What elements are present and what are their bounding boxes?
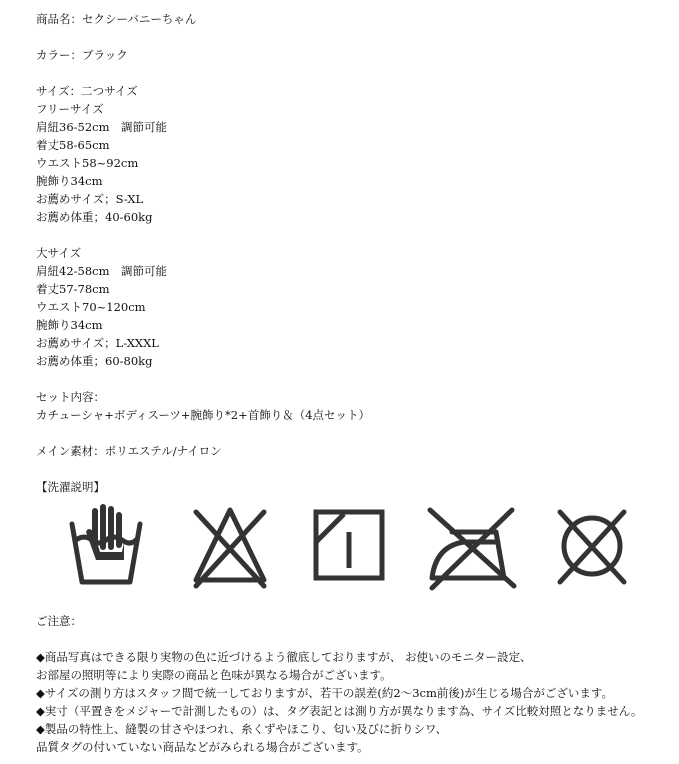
material-line: メイン素材：ポリエステル/ナイロン	[36, 444, 222, 458]
washing-icons	[66, 502, 626, 594]
note-line: ◆商品写真はできる限り実物の色に近づけるよう徹底しておりますが、 お使いのモニター設定、	[36, 650, 532, 664]
size-heading: サイズ：二つサイズ	[36, 84, 138, 98]
free-size-title: フリーサイズ	[36, 102, 104, 116]
large-size-line: お薦めサイズ；L-XXXL	[36, 336, 159, 350]
large-size-line: お薦め体重；60-80kg	[36, 354, 153, 368]
free-size-line: 腕飾り34cm	[36, 174, 103, 188]
large-size-title: 大サイズ	[36, 246, 82, 260]
note-line: ◆製品の特性上、縫製の甘さやほつれ、糸くずやほこり、匂い及びに折りシワ、	[36, 722, 448, 736]
set-content: カチューシャ+ボディスーツ+腕飾り*2+首飾り＆（4点セット）	[36, 408, 371, 422]
large-size-line: 着丈57-78cm	[36, 282, 110, 296]
product-name: 商品名：セクシーバニーちゃん	[36, 12, 197, 26]
set-title: セット内容：	[36, 390, 105, 404]
no-dry-clean-icon	[550, 502, 634, 592]
large-size-line: 腕飾り34cm	[36, 318, 103, 332]
large-size-line: ウエスト70~120cm	[36, 300, 146, 314]
no-iron-icon	[424, 502, 520, 592]
notes-title: ご注意：	[36, 614, 82, 628]
notes-section	[36, 612, 676, 756]
no-bleach-icon	[188, 502, 272, 592]
free-size-line: お薦め体重；40-60kg	[36, 210, 153, 224]
note-line: お部屋の照明等により実際の商品と色味が異なる場合がございます。	[36, 668, 392, 682]
note-line: ◆実寸（平置きをメジャーで計測したもの）は、タグ表記とは測り方が異なります為、サイズ比較対照となりません。	[36, 704, 643, 718]
drip-dry-icon	[310, 502, 390, 592]
free-size-line: ウエスト58~92cm	[36, 156, 139, 170]
washing-title: 【洗濯説明】	[36, 480, 105, 494]
note-line: ◆サイズの測り方はスタッフ間で統一しておりますが、若干の誤差(約2～3cm前後)が生じる場合がございます。	[36, 686, 613, 700]
product-color: カラー：ブラック	[36, 48, 128, 62]
large-size-line: 肩紐42-58cm 調節可能	[36, 264, 167, 278]
free-size-line: 着丈58-65cm	[36, 138, 110, 152]
product-description	[36, 10, 676, 496]
note-line: 品質タグの付いていない商品などがみられる場合がございます。	[36, 740, 369, 754]
free-size-line: お薦めサイズ；S-XL	[36, 192, 144, 206]
hand-wash-icon	[66, 502, 146, 592]
free-size-line: 肩紐36-52cm 調節可能	[36, 120, 167, 134]
